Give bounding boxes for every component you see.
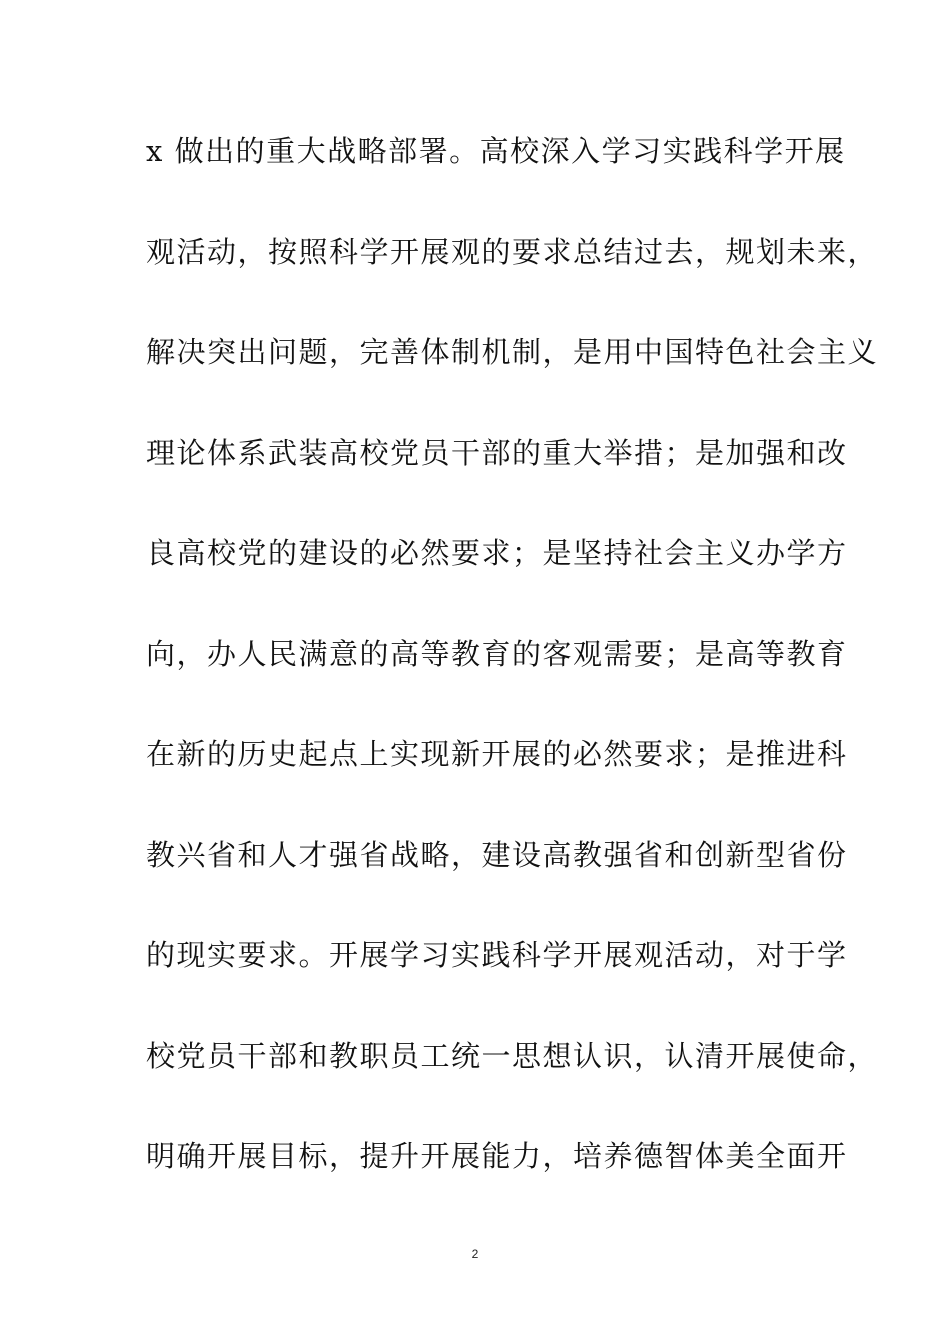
text-line-5: 良高校党的建设的必然要求；是坚持社会主义办学方 xyxy=(146,536,848,570)
text-line-11: 明确开展目标，提升开展能力，培养德智体美全面开 xyxy=(146,1139,848,1173)
text-line-9: 的现实要求。开展学习实践科学开展观活动，对于学 xyxy=(146,938,848,972)
body-paragraph xyxy=(146,128,879,1234)
text-line-10: 校党员干部和教职员工统一思想认识，认清开展使命， xyxy=(146,1038,879,1073)
text-line-1: x 做出的重大战略部署。高校深入学习实践科学开展 xyxy=(146,134,846,168)
text-line-4: 理论体系武装高校党员干部的重大举措；是加强和改 xyxy=(146,435,848,470)
text-line-3: 解决突出问题，完善体制机制，是用中国特色社会主义 xyxy=(146,335,879,369)
text-line-6: 向，办人民满意的高等教育的客观需要；是高等教育 xyxy=(146,636,848,671)
text-line-8: 教兴省和人才强省战略，建设高教强省和创新型省份 xyxy=(146,837,848,872)
text-line-2: 观活动，按照科学开展观的要求总结过去，规划未来， xyxy=(146,234,879,269)
page-number: 2 xyxy=(471,1247,479,1261)
text-line-7: 在新的历史起点上实现新开展的必然要求；是推进科 xyxy=(146,737,848,771)
